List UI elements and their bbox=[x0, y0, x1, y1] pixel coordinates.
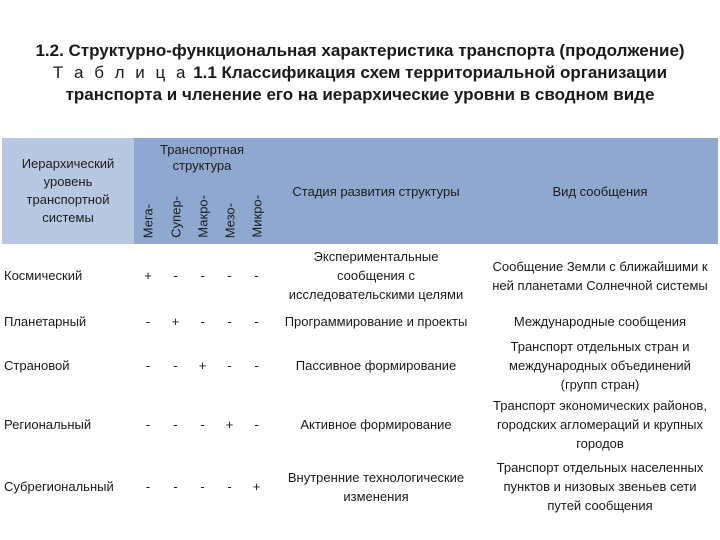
heading-line-1: 1.2. Структурно-функциональная характеристика транспорта (продолжение) bbox=[35, 41, 685, 60]
cell-macro: - bbox=[189, 455, 216, 519]
row-level: Космический bbox=[2, 245, 134, 307]
cell-stage: Программирование и проекты bbox=[270, 307, 482, 337]
header-meso: Мезо- bbox=[222, 202, 237, 238]
cell-meso: - bbox=[216, 337, 243, 395]
cell-meso: - bbox=[216, 455, 243, 519]
header-micro: Микро- bbox=[249, 195, 264, 238]
cell-meso: + bbox=[216, 395, 243, 455]
heading-line-2 bbox=[0, 62, 720, 84]
table-row bbox=[2, 395, 718, 455]
table-row bbox=[2, 337, 718, 395]
cell-mega: - bbox=[134, 307, 162, 337]
header-level: Иерархический уровень транспортной системы bbox=[2, 138, 134, 245]
cell-super: + bbox=[162, 307, 189, 337]
header-macro: Макро- bbox=[195, 195, 210, 238]
cell-meso: - bbox=[216, 307, 243, 337]
cell-mega: + bbox=[134, 245, 162, 307]
row-level: Региональный bbox=[2, 395, 134, 455]
row-level: Планетарный bbox=[2, 307, 134, 337]
slide-title bbox=[0, 40, 720, 106]
heading-line-3: транспорта и членение его на иерархические уровни в сводном виде bbox=[65, 85, 655, 104]
cell-kind: Транспорт отдельных населенных пунктов и низовых звеньев сети путей сообщения bbox=[482, 455, 718, 519]
table-caption: 1.1 Классификация схем территориальной организации bbox=[193, 63, 668, 82]
cell-mega: - bbox=[134, 455, 162, 519]
table-row bbox=[2, 245, 718, 307]
cell-super: - bbox=[162, 245, 189, 307]
cell-stage: Активное формирование bbox=[270, 395, 482, 455]
classification-table bbox=[2, 138, 718, 519]
cell-micro: - bbox=[243, 307, 270, 337]
cell-kind: Международные сообщения bbox=[482, 307, 718, 337]
cell-mega: - bbox=[134, 337, 162, 395]
cell-mega: - bbox=[134, 395, 162, 455]
cell-meso: - bbox=[216, 245, 243, 307]
header-stage: Стадия развития структуры bbox=[270, 138, 482, 245]
table-word: Т а б л и ц а bbox=[52, 63, 189, 82]
table-header-row bbox=[2, 138, 718, 245]
table-row bbox=[2, 455, 718, 519]
cell-stage: Экспериментальные сообщения с исследовательскими целями bbox=[270, 245, 482, 307]
cell-super: - bbox=[162, 455, 189, 519]
cell-kind: Транспорт экономических районов, городских агломераций и крупных городов bbox=[482, 395, 718, 455]
cell-super: - bbox=[162, 337, 189, 395]
cell-macro: - bbox=[189, 395, 216, 455]
cell-macro: - bbox=[189, 245, 216, 307]
header-mega: Мега- bbox=[140, 203, 156, 238]
cell-macro: - bbox=[189, 307, 216, 337]
cell-micro: - bbox=[243, 395, 270, 455]
cell-macro: + bbox=[189, 337, 216, 395]
cell-stage: Внутренние технологические изменения bbox=[270, 455, 482, 519]
header-super: Супер- bbox=[168, 196, 183, 238]
cell-micro: + bbox=[243, 455, 270, 519]
table-row bbox=[2, 307, 718, 337]
cell-kind: Транспорт отдельных стран и международных объединений (групп стран) bbox=[482, 337, 718, 395]
header-structure-label: Транспортная структура bbox=[160, 142, 244, 173]
row-level: Страновой bbox=[2, 337, 134, 395]
header-structure bbox=[134, 138, 270, 245]
cell-micro: - bbox=[243, 337, 270, 395]
cell-micro: - bbox=[243, 245, 270, 307]
cell-super: - bbox=[162, 395, 189, 455]
cell-kind: Сообщение Земли с ближайшими к ней планетами Солнечной системы bbox=[482, 245, 718, 307]
row-level: Субрегиональный bbox=[2, 455, 134, 519]
cell-stage: Пассивное формирование bbox=[270, 337, 482, 395]
header-kind: Вид сообщения bbox=[482, 138, 718, 245]
